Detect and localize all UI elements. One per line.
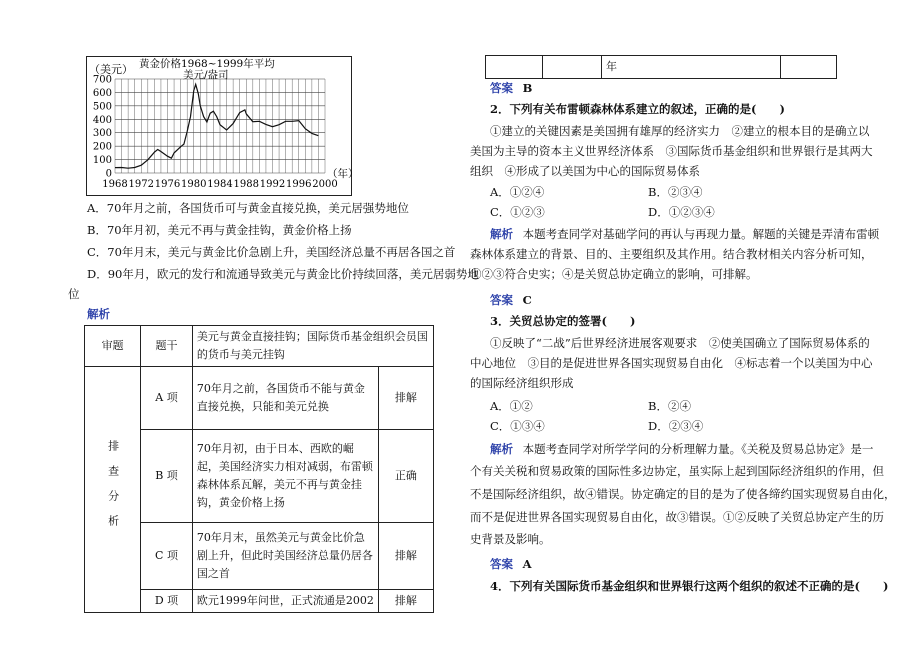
x-tick-label: 1992 bbox=[259, 179, 286, 190]
cell-result-d: 排解 bbox=[378, 590, 433, 613]
gold-price-chart bbox=[86, 56, 359, 196]
x-tick-label: 1996 bbox=[286, 179, 312, 190]
analysis-table bbox=[84, 325, 434, 613]
option-d-line1: D．90年月，欧元的发行和流通导致美元与黄金比价持续回落，美元居弱势地 bbox=[87, 267, 479, 281]
option-c: C．70年月末，美元与黄金比价急剧上升，美国经济总量不再居各国之首 bbox=[87, 245, 456, 259]
q3-line3: 的国际经济组织形成 bbox=[470, 376, 574, 390]
analysis-text: 本题考查同学对基础学问的再认与再现力量。解题的关键是弄清布雷顿 bbox=[522, 227, 880, 241]
q2-analysis-line3: ①②③符合史实；④是关贸总协定确立的影响，可排解。 bbox=[470, 267, 758, 281]
cell-shenti: 审题 bbox=[85, 326, 141, 367]
analysis-text: 本题考查同学对所学学问的分析理解力量。《关税及贸易总协定》是一 bbox=[522, 442, 874, 456]
cell-content-c: 70年月末，虽然美元与黄金比价急剧上升，但此时美国经济总量仍居各国之首 bbox=[192, 523, 378, 590]
cell-tigan-content: 美元与黄金直接挂钩；国际货币基金组织会员国的货币与美元挂钩 bbox=[192, 326, 433, 367]
q3-option-d: D．②③④ bbox=[648, 419, 704, 433]
x-axis-label: （年） bbox=[327, 168, 359, 180]
answer-value: C bbox=[522, 293, 532, 307]
q2-option-c: C．①②③ bbox=[490, 205, 545, 219]
q2-stem: 2．下列有关布雷顿森林体系建立的叙述，正确的是( ) bbox=[490, 102, 785, 116]
cell-paicha: 排查分析 bbox=[85, 367, 141, 613]
cell-result-b: 正确 bbox=[378, 430, 433, 523]
q2-option-d: D．①②③④ bbox=[648, 205, 715, 219]
option-d-line2: 位 bbox=[68, 287, 80, 301]
chart-title-line2: 美元/盎司 bbox=[183, 69, 229, 81]
chart-title-line1: 黄金价格1968~1999年平均 bbox=[139, 58, 275, 70]
y-tick-label: 400 bbox=[92, 114, 112, 126]
y-tick-label: 200 bbox=[92, 141, 112, 153]
answer-label: 答案 bbox=[490, 557, 513, 571]
analysis-label: 解析 bbox=[87, 307, 110, 321]
q3-option-a: A．①② bbox=[490, 399, 533, 413]
table-row bbox=[486, 56, 837, 79]
y-tick-label: 0 bbox=[105, 168, 112, 180]
x-tick-label: 2000 bbox=[312, 179, 338, 190]
empty-cell bbox=[781, 56, 837, 79]
cell-item-c: C 项 bbox=[141, 523, 193, 590]
y-tick-label: 300 bbox=[92, 128, 112, 140]
cell-content-a: 70年月之前，各国货币不能与黄金直接兑换，只能和美元兑换 bbox=[192, 367, 378, 430]
q3-analysis-line2: 个有关关税和贸易政策的国际性多边协定，虽实际上起到国际经济组织的作用，但 bbox=[470, 464, 884, 478]
q3-analysis-line3: 不是国际经济组织，故④错误。协定确定的目的是为了使各缔约国实现贸易自由化， bbox=[470, 487, 896, 501]
q3-analysis-line4: 而不是促进世界各国实现贸易自由化，故③错误。①②反映了关贸总协定产生的历 bbox=[470, 510, 884, 524]
x-tick-label: 1968 bbox=[102, 179, 128, 190]
y-tick-label: 700 bbox=[92, 74, 112, 86]
q2-analysis-line2: 森林体系建立的背景、目的、主要组织及其作用。结合教材相关内容分析可知， bbox=[470, 247, 873, 261]
analysis-label: 解析 bbox=[490, 227, 513, 241]
q3-analysis-line1 bbox=[490, 441, 873, 457]
cell-tigan: 题干 bbox=[141, 326, 193, 367]
y-tick-label: 500 bbox=[92, 101, 112, 113]
analysis-label: 解析 bbox=[490, 442, 513, 456]
y-tick-label: 600 bbox=[92, 87, 112, 99]
q2-line3: 组织 ④形成了以美国为中心的国际贸易体系 bbox=[470, 164, 700, 178]
y-tick-label: 100 bbox=[92, 155, 112, 167]
q2-line1: ①建立的关键因素是美国拥有雄厚的经济实力 ②建立的根本目的是确立以 bbox=[490, 124, 870, 138]
empty-cell bbox=[486, 56, 543, 79]
q3-analysis-line5: 史背景及影响。 bbox=[470, 532, 551, 546]
chart-svg bbox=[87, 57, 359, 195]
x-tick-label: 1976 bbox=[154, 179, 181, 190]
answer1 bbox=[490, 80, 532, 96]
option-a: A．70年月之前，各国货币可与黄金直接兑换，美元居强势地位 bbox=[87, 201, 409, 215]
x-tick-label: 1988 bbox=[233, 179, 259, 190]
q3-option-b: B．②④ bbox=[648, 399, 691, 413]
x-tick-label: 1972 bbox=[128, 179, 154, 190]
q3-stem: 3．关贸总协定的签署( ) bbox=[490, 314, 636, 328]
table-row bbox=[85, 326, 434, 367]
q2-line2: 美国为主导的资本主义世界经济体系 ③国际货币基金组织和世界银行是其两大 bbox=[470, 144, 873, 158]
empty-cell bbox=[543, 56, 602, 79]
top-table-fragment bbox=[485, 55, 837, 79]
cell-content-b: 70年月初，由于日本、西欧的崛起，美国经济实力相对减弱，布雷顿森林体系瓦解，美元不再与黄金挂钩，黄金价格上扬 bbox=[192, 430, 378, 523]
unit-label: （美元） bbox=[89, 63, 133, 76]
q3-answer bbox=[490, 556, 532, 572]
q2-analysis-line1 bbox=[490, 226, 879, 242]
table-row bbox=[85, 367, 434, 430]
x-tick-label: 1980 bbox=[181, 179, 207, 190]
cell-content-d: 欧元1999年问世，正式流通是2002 bbox=[192, 590, 378, 613]
q3-line1: ①反映了“二战”后世界经济进展客观要求 ②使美国确立了国际贸易体系的 bbox=[490, 336, 870, 350]
q4-stem: 4．下列有关国际货币基金组织和世界银行这两个组织的叙述不正确的是( ) bbox=[490, 579, 889, 593]
cell-result-a: 排解 bbox=[378, 367, 433, 430]
answer-label: 答案 bbox=[490, 81, 513, 95]
option-b: B．70年月初，美元不再与黄金挂钩，黄金价格上扬 bbox=[87, 223, 352, 237]
q2-option-b: B．②③④ bbox=[648, 185, 703, 199]
cell-year: 年 bbox=[602, 56, 781, 79]
cell-item-d: D 项 bbox=[141, 590, 193, 613]
answer-value: A bbox=[522, 557, 532, 571]
q3-line2: 中心地位 ③目的是促进世界各国实现贸易自由化 ④标志着一个以美国为中心 bbox=[470, 356, 873, 370]
answer-label: 答案 bbox=[490, 293, 513, 307]
cell-result-c: 排解 bbox=[378, 523, 433, 590]
cell-item-b: B 项 bbox=[141, 430, 193, 523]
gold-price-line bbox=[115, 84, 318, 168]
cell-item-a: A 项 bbox=[141, 367, 193, 430]
q2-answer bbox=[490, 292, 532, 308]
q2-option-a: A．①②④ bbox=[490, 185, 545, 199]
answer-value: B bbox=[522, 81, 533, 95]
x-tick-label: 1984 bbox=[207, 179, 233, 190]
q3-option-c: C．①③④ bbox=[490, 419, 545, 433]
